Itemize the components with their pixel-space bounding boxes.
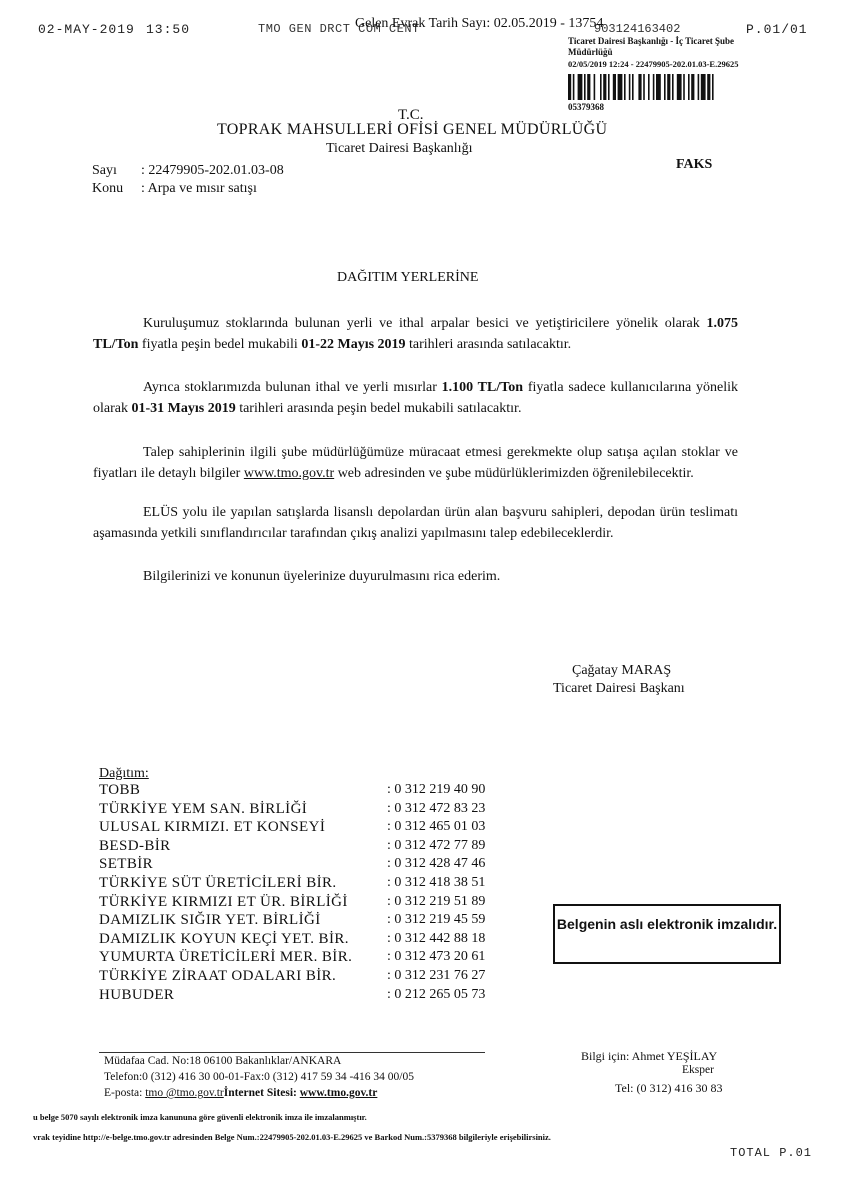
letterhead-tc: T.C.: [398, 107, 424, 123]
esign-notice-text: Belgenin aslı elektronik imzalıdır.: [556, 916, 778, 932]
p2-text-c: tarihleri arasında peşin bedel mukabili satılacaktır.: [235, 400, 522, 416]
p4-text: ELÜS yolu ile yapılan satışlarda lisanslı depolardan ürün alan başvuru sahipleri, depodan ürün teslimatı aşamasında yetkili sınıflandırıcılar tarafından çıkış analizi yapılmasını talep edebileceklerdir.: [93, 505, 738, 541]
distribution-phone: : 0 312 465 01 03: [387, 819, 486, 835]
distribution-phone: : 0 312 219 45 59: [387, 912, 486, 928]
letterhead-department: Ticaret Dairesi Başkanlığı: [326, 141, 473, 156]
paragraph-closing: [93, 567, 738, 588]
paragraph-barley-sale: [93, 314, 738, 355]
distribution-recipient: TÜRKİYE KIRMIZI ET ÜR. BİRLİĞİ: [99, 893, 348, 910]
signatory-title: Ticaret Dairesi Başkanı: [553, 681, 685, 696]
signatory-name: Çağatay MARAŞ: [572, 663, 672, 678]
distribution-recipient: DAMIZLIK SIĞIR YET. BİRLİĞİ: [99, 912, 321, 929]
distribution-phone: : 0 312 219 40 90: [387, 782, 486, 797]
footer-phone-fax: Telefon:0 (312) 416 30 00-01-Fax:0 (312) 417 59 34 -416 34 00/05: [104, 1071, 414, 1083]
stamp-department: Ticaret Dairesi Başkanlığı - İç Ticaret Şube: [568, 36, 735, 46]
fax-sender: TMO GEN DRCT COM CENT: [258, 22, 420, 36]
contact-person-phone: Tel: (0 312) 416 30 83: [615, 1081, 723, 1095]
stamp-barcode-number: 05379368: [568, 102, 604, 112]
distribution-recipient: TÜRKİYE YEM SAN. BİRLİĞİ: [99, 800, 308, 817]
paragraph-corn-sale: [93, 378, 738, 419]
paragraph-elus: [93, 503, 738, 544]
legal-notice-esign: u belge 5070 sayılı elektronik imza kanununa göre güvenli elektronik imza ile imzalanmıştır.: [33, 1112, 367, 1122]
footer-address: Müdafaa Cad. No:18 06100 Bakanlıklar/ANKARA: [104, 1055, 342, 1067]
email-link[interactable]: tmo @tmo.gov.tr: [145, 1087, 224, 1099]
corn-price: 1.100 TL/Ton: [441, 380, 524, 395]
distribution-phone: : 0 312 442 88 18: [387, 930, 486, 946]
fax-page-number: P.01/01: [746, 22, 808, 37]
distribution-phone: : 0 312 473 20 61: [387, 949, 486, 965]
email-label: E-posta:: [104, 1087, 146, 1099]
konu-label: Konu: [92, 181, 124, 196]
contact-person: Bilgi için: Ahmet YEŞİLAY: [581, 1049, 718, 1063]
distribution-phone: : 0 312 472 77 89: [387, 837, 486, 853]
p2-text-a: Ayrıca stoklarımızda bulunan ithal ve yerli mısırlar: [143, 380, 442, 395]
barley-dates: 01-22 Mayıs 2019: [301, 336, 406, 352]
stamp-reference: 02/05/2019 12:24 - 22479905-202.01.03-E.29625: [568, 59, 739, 69]
esign-notice-box: [553, 904, 781, 964]
web-label: İnternet Sitesi:: [223, 1087, 300, 1099]
faks-label: FAKS: [676, 157, 713, 172]
corn-dates: 01-31 Mayıs 2019: [131, 400, 236, 416]
contact-person-title: Eksper: [682, 1064, 714, 1076]
distribution-phone: : 0 312 231 76 27: [387, 967, 486, 983]
fax-number: 903124163402: [594, 22, 681, 36]
p3-text-a: Talep sahiplerinin ilgili şube müdürlüğümüze müracaat etmesi gerekmekte olup satışa açılan stoklar ve fiyatları ile detaylı bilgiler: [93, 445, 738, 481]
distribution-phone: : 0 212 265 05 73: [387, 986, 486, 1002]
incoming-document-stamp: Gelen Evrak Tarih Sayı: 02.05.2019 - 13754: [355, 16, 604, 31]
distribution-recipient: DAMIZLIK KOYUN KEÇİ YET. BİR.: [99, 930, 349, 947]
distribution-recipient: TÜRKİYE SÜT ÜRETİCİLERİ BİR.: [99, 874, 337, 891]
legal-notice-verify: vrak teyidine http://e-belge.tmo.gov.tr adresinden Belge Num.:22479905-202.01.03-E.29625 ve Barkod Num.:5379368 bilgileriyle erişebilirsiniz.: [33, 1132, 551, 1142]
konu-value: : Arpa ve mısır satışı: [141, 181, 257, 196]
fax-date: 02-MAY-2019: [38, 22, 135, 37]
distribution-phone: : 0 312 428 47 46: [387, 856, 486, 872]
distribution-phone: : 0 312 472 83 23: [387, 800, 486, 816]
p3-text-b: web adresinden ve şube müdürlüklerimizden öğrenilebilecektir.: [334, 465, 694, 481]
distribution-recipient: YUMURTA ÜRETİCİLERİ MER. BİR.: [99, 949, 353, 966]
p5-text: Bilgilerinizi ve konunun üyelerinize duyurulmasını rica ederim.: [143, 569, 501, 584]
stamp-unit: Müdürlüğü: [568, 47, 613, 57]
p1-text-b: fiyatla peşin bedel mukabili: [138, 336, 302, 352]
distribution-recipient: HUBUDER: [99, 986, 175, 1003]
fax-total-pages: TOTAL P.01: [730, 1146, 813, 1160]
fax-time: 13:50: [146, 22, 191, 37]
footer-contact-line: [104, 1087, 377, 1099]
registry-stamp: [568, 36, 782, 114]
paragraph-application: [93, 443, 738, 484]
website-link[interactable]: www.tmo.gov.tr: [243, 465, 335, 481]
distribution-recipient: ULUSAL KIRMIZI. ET KONSEYİ: [99, 819, 326, 836]
distribution-recipient: SETBİR: [99, 856, 154, 873]
barley-price: 1.075 TL/Ton: [93, 316, 738, 352]
sayi-value: : 22479905-202.01.03-08: [141, 163, 284, 178]
distribution-title: Dağıtım:: [99, 766, 149, 781]
footer-divider: [99, 1052, 485, 1053]
web-link[interactable]: www.tmo.gov.tr: [299, 1087, 378, 1099]
p1-text-c: tarihleri arasında satılacaktır.: [405, 336, 572, 352]
p1-text-a: Kuruluşumuz stoklarında bulunan yerli ve ithal arpalar besici ve yetiştiricilere yönelik olarak: [143, 316, 707, 331]
distribution-recipient: BESD-BİR: [99, 837, 171, 854]
sayi-label: Sayı: [92, 163, 117, 178]
distribution-phone: : 0 312 418 38 51: [387, 874, 486, 890]
distribution-phone: : 0 312 219 51 89: [387, 893, 486, 909]
distribution-recipient: TÜRKİYE ZİRAAT ODALARI BİR.: [99, 967, 337, 984]
p2-text-b: fiyatla sadece kullanıcılarına yönelik olarak: [93, 380, 738, 416]
barcode-icon: [568, 74, 778, 100]
letterhead-organization: TOPRAK MAHSULLERİ OFİSİ GENEL MÜDÜRLÜĞÜ: [217, 121, 608, 138]
distribution-recipient: TOBB: [99, 782, 141, 798]
addressee: DAĞITIM YERLERİNE: [337, 270, 479, 285]
